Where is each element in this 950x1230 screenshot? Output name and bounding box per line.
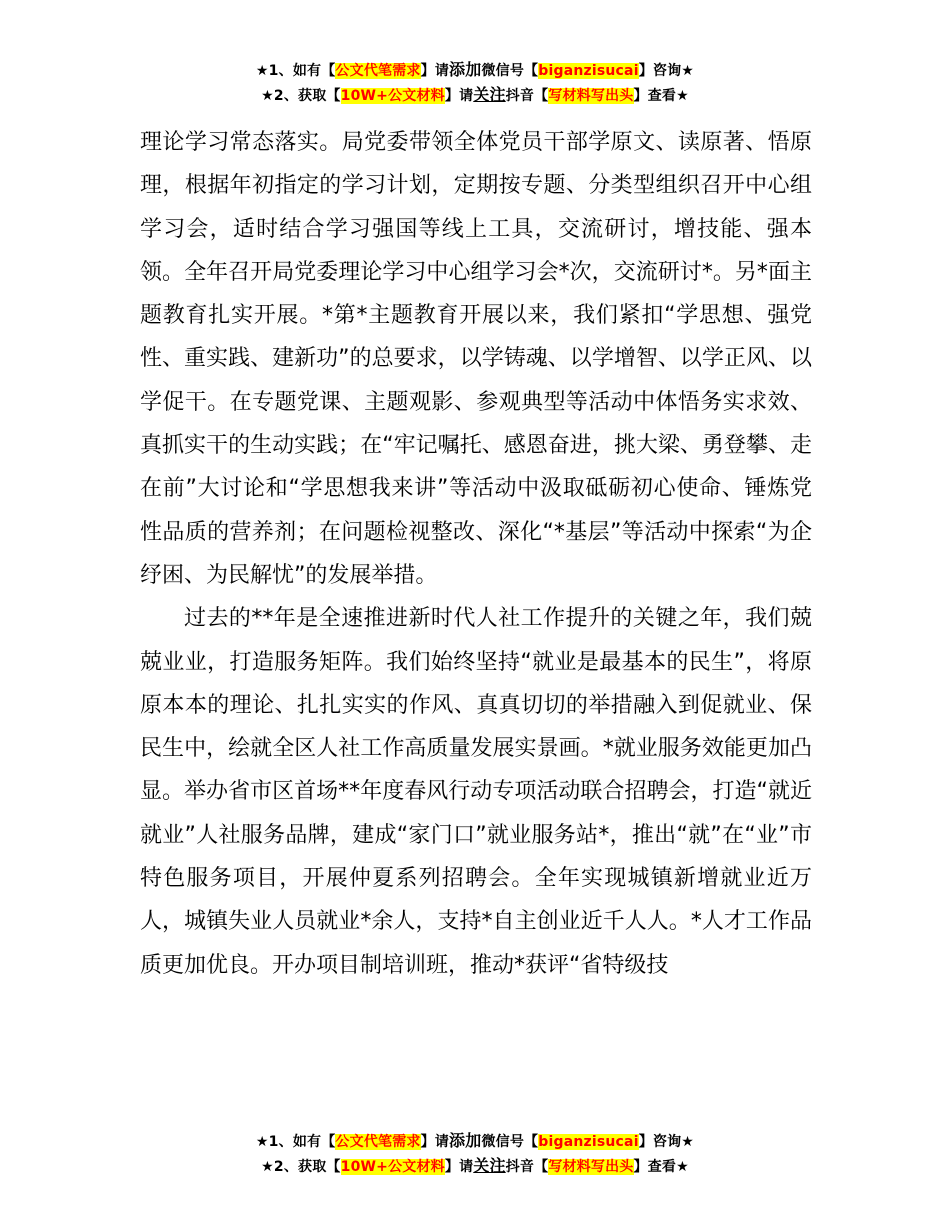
header-ad-banner — [0, 58, 950, 108]
footer-ad-banner — [0, 1129, 950, 1179]
ad-emphasis: 关注 — [473, 85, 506, 104]
ad-line-1: ★1、如有【公文代笔需求】请添加微信号【biganzisucai】咨询★ — [255, 60, 695, 79]
paragraph-1: 理论学习常态落实。局党委带领全体党员干部学原文、读原著、悟原理，根据年初指定的学习计划，定期按专题、分类型组织召开中心组学习会，适时结合学习强国等线上工具，交流研讨，增技能、强本领。全年召开局党委理论学习中心组学习会*次，交流研讨*。另*面主题教育扎实开展。*第*主题教育开展以来，我们紧扣“学思想、强党性、重实践、建新功”的总要求，以学铸魂、以学增智、以学正风、以学促干。在专题党课、主题观影、参观典型等活动中体悟务实求效、真抓实干的生动实践；在“牢记嘱托、感恩奋进，挑大梁、勇登攀、走在前”大讨论和“学思想我来讲”等活动中汲取砥砺初心使命、锤炼党性品质的营养剂；在问题检视整改、深化“*基层”等活动中探索“为企纾困、为民解忧”的发展举措。 — [140, 130, 812, 588]
ad-emphasis: 添加 — [449, 60, 482, 79]
ad-emphasis: 添加 — [449, 1131, 482, 1150]
ad-douyin-account: 写材料写出头 — [548, 88, 634, 104]
ad-wechat-id: biganzisucai — [538, 1134, 639, 1150]
ad-highlight-service: 公文代笔需求 — [335, 1134, 421, 1150]
ad-line-1: ★1、如有【公文代笔需求】请添加微信号【biganzisucai】咨询★ — [255, 1131, 695, 1150]
ad-highlight-materials: 10W+公文材料 — [340, 88, 445, 104]
ad-highlight-service: 公文代笔需求 — [335, 63, 421, 79]
ad-line-2: ★2、获取【10W+公文材料】请关注抖音【写材料写出头】查看★ — [261, 85, 689, 104]
ad-wechat-id: biganzisucai — [538, 63, 639, 79]
ad-line-2: ★2、获取【10W+公文材料】请关注抖音【写材料写出头】查看★ — [261, 1156, 689, 1175]
ad-emphasis: 关注 — [473, 1156, 506, 1175]
ad-highlight-materials: 10W+公文材料 — [340, 1159, 445, 1175]
paragraph-2: 过去的**年是全速推进新时代人社工作提升的关键之年，我们兢兢业业，打造服务矩阵。我们始终坚持“就业是最基本的民生”，将原原本本的理论、扎扎实实的作风、真真切切的举措融入到促就业、保民生中，绘就全区人社工作高质量发展实景画。*就业服务效能更加凸显。举办省市区首场**年度春风行动专项活动联合招聘会，打造“就近就业”人社服务品牌，建成“家门口”就业服务站*，推出“就”在“业”市特色服务项目，开展仲夏系列招聘会。全年实现城镇新增就业近万人，城镇失业人员就业*余人，支持*自主创业近千人人。*人才工作品质更加优良。开办项目制培训班，推动*获评“省特级技 — [140, 606, 812, 978]
ad-douyin-account: 写材料写出头 — [548, 1159, 634, 1175]
document-body — [140, 121, 812, 987]
